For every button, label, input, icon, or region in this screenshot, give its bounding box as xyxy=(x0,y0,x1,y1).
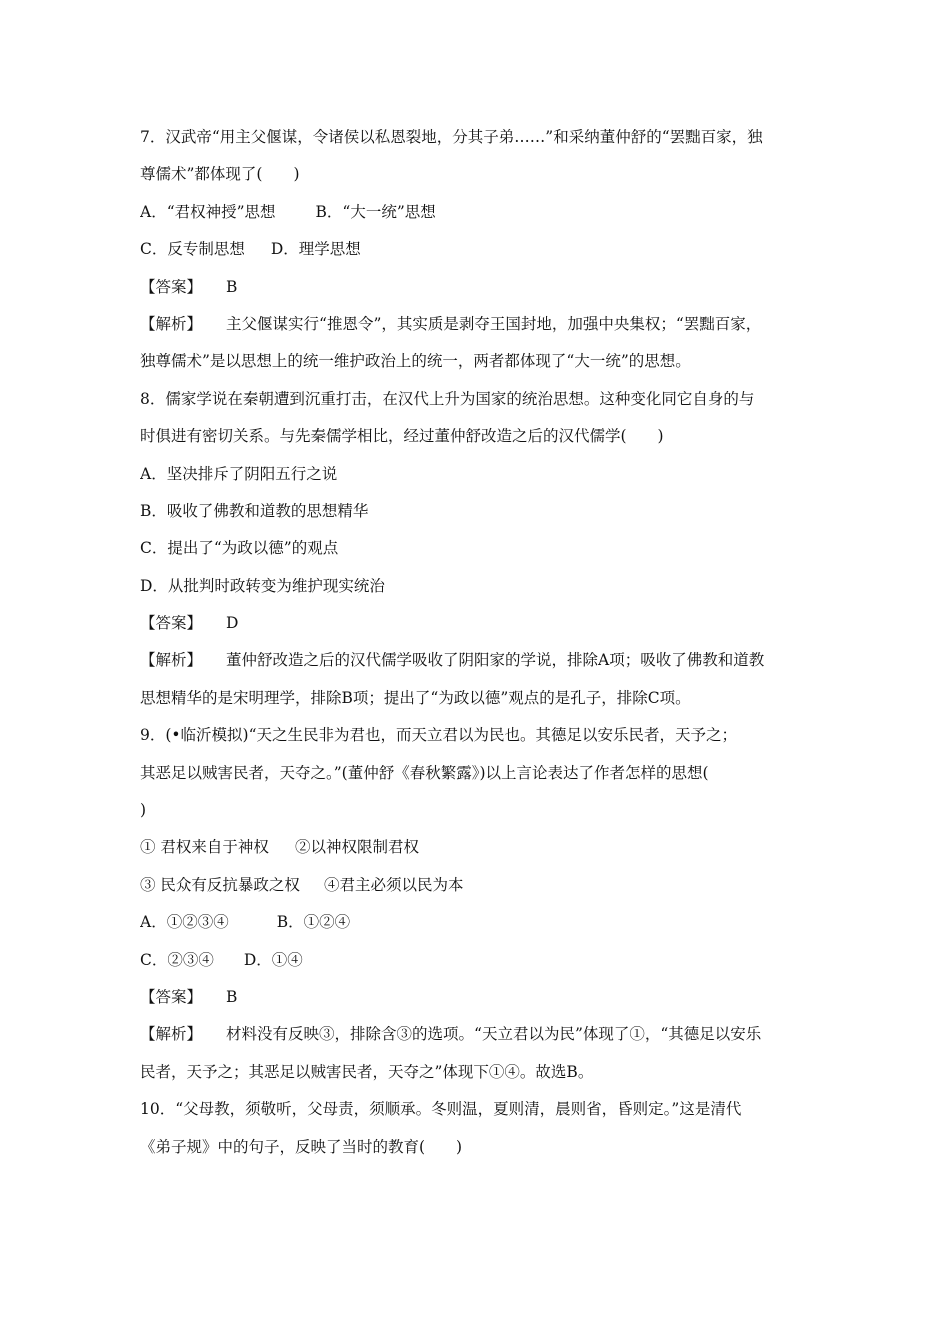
option-text: C．提出了“为政以德”的观点 xyxy=(140,539,339,558)
analysis-text: 董仲舒改造之后的汉代儒学吸收了阴阳家的学说，排除A项；吸收了佛教和道教 xyxy=(226,651,765,670)
question-stem-line: 尊儒术”都体现了( ) xyxy=(140,165,300,184)
analysis-text: 材料没有反映③，排除含③的选项。“天立君以为民”体现了①，“其德足以安乐 xyxy=(226,1025,762,1044)
question-list xyxy=(140,119,820,1166)
question-stem-line: 时俱进有密切关系。与先秦儒学相比，经过董仲舒改造之后的汉代儒学( ) xyxy=(140,427,664,446)
option-text: D．理学思想 xyxy=(270,240,361,259)
option-row xyxy=(140,829,820,866)
option-text: B．“大一统”思想 xyxy=(315,202,436,221)
question-block xyxy=(140,1091,820,1166)
option-text: ③ 民众有反抗暴政之权 xyxy=(140,875,300,894)
analysis-label: 【解析】 xyxy=(140,651,203,670)
question-stem-line: 8．儒家学说在秦朝遭到沉重打击，在汉代上升为国家的统治思想。这种变化同它自身的与 xyxy=(140,389,755,408)
question-stem-line: 7．汉武帝“用主父偃谋，令诸侯以私恩裂地，分其子弟……”和采纳董仲舒的“罢黜百家，独 xyxy=(140,128,763,146)
answer-label: 【答案】 xyxy=(140,987,203,1006)
option-row xyxy=(140,867,820,904)
answer-label: 【答案】 xyxy=(140,614,203,633)
option-text: C．反专制思想 xyxy=(140,240,245,259)
option-row xyxy=(140,231,820,268)
analysis-text: 独尊儒术”是以思想上的统一维护政治上的统一，两者都体现了“大一统”的思想。 xyxy=(140,352,691,371)
analysis-line xyxy=(140,1016,820,1053)
answer-line xyxy=(140,605,820,642)
question-stem-line: 9．(•临沂模拟)“天之生民非为君也，而天立君以为民也。其德足以安乐民者，天予之； xyxy=(140,726,738,745)
option-row xyxy=(140,530,820,567)
option-row xyxy=(140,493,820,530)
analysis-line xyxy=(140,680,820,717)
question-block xyxy=(140,381,820,718)
analysis-text: 思想精华的是宋明理学，排除B项；提出了“为政以德”观点的是孔子，排除C项。 xyxy=(140,688,691,707)
option-row xyxy=(140,942,820,979)
answer-label: 【答案】 xyxy=(140,277,203,296)
option-row xyxy=(140,904,820,941)
option-text: ④君主必须以民为本 xyxy=(323,875,464,894)
analysis-line xyxy=(140,1054,820,1091)
option-text: A．坚决排斥了阴阳五行之说 xyxy=(140,464,338,483)
analysis-label: 【解析】 xyxy=(140,314,203,333)
option-text: B．吸收了佛教和道教的思想精华 xyxy=(140,501,369,520)
analysis-text: 主父偃谋实行“推恩令”，其实质是剥夺王国封地，加强中央集权；“罢黜百家， xyxy=(226,314,762,333)
answer-value: D xyxy=(226,614,239,633)
option-row xyxy=(140,194,820,231)
question-stem-line: 其恶足以贼害民者，天夺之。”(董仲舒《春秋繁露》)以上言论表达了作者怎样的思想( xyxy=(140,763,709,782)
question-stem-line: 《弟子规》中的句子，反映了当时的教育( ) xyxy=(140,1137,463,1156)
analysis-line xyxy=(140,642,820,679)
option-text: C．②③④ xyxy=(140,950,214,969)
option-text: D．从批判时政转变为维护现实统治 xyxy=(140,576,385,595)
option-text: A．①②③④ xyxy=(140,913,229,932)
question-block xyxy=(140,717,820,1091)
analysis-line xyxy=(140,306,820,343)
answer-value: B xyxy=(226,277,238,296)
analysis-text: 民者，天予之；其恶足以贼害民者，天夺之”体现下①④。故选B。 xyxy=(140,1062,594,1081)
question-stem-line: 10．“父母教，须敬听，父母责，须顺承。冬则温，夏则清，晨则省，昏则定。”这是清代 xyxy=(140,1100,742,1119)
answer-value: B xyxy=(226,987,238,1006)
question-block xyxy=(140,119,820,381)
analysis-line xyxy=(140,343,820,380)
question-stem-line: ) xyxy=(140,801,147,820)
answer-line xyxy=(140,269,820,306)
option-text: ②以神权限制君权 xyxy=(294,838,419,857)
option-text: A．“君权神授”思想 xyxy=(140,202,276,221)
option-row xyxy=(140,568,820,605)
option-text: B．①②④ xyxy=(276,913,351,932)
option-row xyxy=(140,456,820,493)
answer-line xyxy=(140,979,820,1016)
option-text: ① 君权来自于神权 xyxy=(140,838,269,857)
option-text: D．①④ xyxy=(243,950,303,969)
analysis-label: 【解析】 xyxy=(140,1025,203,1044)
